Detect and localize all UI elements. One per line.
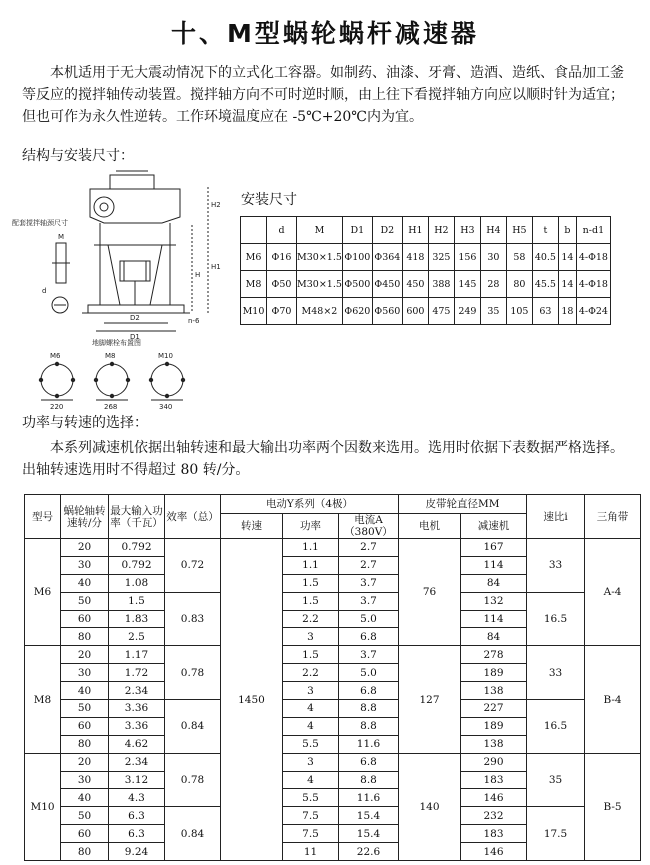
motor-current-cell: 5.0 <box>339 664 399 682</box>
motor-current-cell: 6.8 <box>339 682 399 700</box>
pulley-circle <box>94 197 114 217</box>
install-dimension-table <box>240 216 611 325</box>
header-motor-speed: 转速 <box>221 514 283 539</box>
worm-speed-cell: 50 <box>61 700 109 718</box>
pulley-reducer-cell: 167 <box>461 539 527 557</box>
motor-current-cell: 15.4 <box>339 825 399 843</box>
worm-speed-cell: 60 <box>61 825 109 843</box>
efficiency-cell: 0.83 <box>165 592 221 646</box>
motor-current-cell: 3.7 <box>339 646 399 664</box>
header-worm-speed: 蜗轮轴转速转/分 <box>61 495 109 539</box>
motor-current-cell: 2.7 <box>339 539 399 557</box>
install-cell: 418 <box>402 244 428 271</box>
pulley-motor-cell: 76 <box>399 539 461 646</box>
worm-speed-cell: 30 <box>61 556 109 574</box>
page-title: 十、M型蜗轮蜗杆减速器 <box>171 19 479 48</box>
install-cell: 145 <box>454 271 480 298</box>
install-cell: 28 <box>480 271 506 298</box>
max-power-cell: 0.792 <box>109 539 165 557</box>
efficiency-cell: 0.84 <box>165 807 221 861</box>
max-power-cell: 1.08 <box>109 574 165 592</box>
pulley-reducer-cell: 189 <box>461 664 527 682</box>
svg-text:d: d <box>42 287 47 295</box>
belt-cell: A-4 <box>585 539 641 646</box>
install-cell: M48×2 <box>297 298 343 325</box>
worm-speed-cell: 30 <box>61 771 109 789</box>
header-motor-current: 电流A（380V） <box>339 514 399 539</box>
motor-current-cell: 22.6 <box>339 843 399 861</box>
worm-speed-cell: 40 <box>61 574 109 592</box>
worm-speed-cell: 80 <box>61 735 109 753</box>
motor-power-cell: 4 <box>283 700 339 718</box>
motor-power-cell: 5.5 <box>283 735 339 753</box>
install-cell: Φ500 <box>342 271 372 298</box>
worm-speed-cell: 80 <box>61 843 109 861</box>
svg-text:n-6: n-6 <box>188 317 200 325</box>
max-power-cell: 1.72 <box>109 664 165 682</box>
header-belt: 三角带 <box>585 495 641 539</box>
svg-text:H: H <box>195 271 201 279</box>
motor-power-cell: 1.5 <box>283 592 339 610</box>
motor-top <box>110 175 154 189</box>
svg-text:M10: M10 <box>158 352 173 360</box>
efficiency-cell: 0.84 <box>165 700 221 754</box>
motor-power-cell: 1.1 <box>283 556 339 574</box>
pulley-reducer-cell: 183 <box>461 825 527 843</box>
worm-speed-cell: 50 <box>61 807 109 825</box>
install-cell: 14 <box>558 271 576 298</box>
table-row <box>25 807 641 825</box>
svg-text:H2: H2 <box>211 201 221 209</box>
header-motor: 电动Y系列（4极） <box>221 495 399 514</box>
pulley-reducer-cell: 232 <box>461 807 527 825</box>
install-cell: M8 <box>241 271 267 298</box>
install-cell: 4-Φ18 <box>576 271 610 298</box>
ratio-cell: 16.5 <box>527 592 585 646</box>
svg-text:H1: H1 <box>211 263 221 271</box>
header-ratio: 速比i <box>527 495 585 539</box>
pulley-reducer-cell: 138 <box>461 682 527 700</box>
max-power-cell: 3.12 <box>109 771 165 789</box>
pulley-reducer-cell: 114 <box>461 610 527 628</box>
install-cell: 156 <box>454 244 480 271</box>
worm-housing <box>90 189 180 223</box>
pulley-reducer-cell: 84 <box>461 628 527 646</box>
header-model: 型号 <box>25 495 61 539</box>
svg-text:M6: M6 <box>50 352 61 360</box>
install-cell: Φ450 <box>372 271 402 298</box>
pulley-reducer-cell: 290 <box>461 753 527 771</box>
motor-speed-cell: 1450 <box>221 539 283 861</box>
header-motor-power: 功率 <box>283 514 339 539</box>
motor-power-cell: 3 <box>283 628 339 646</box>
install-header-row: d M D1 D2 H1 H2 H3 H4 H5 t b n-d1 <box>241 217 611 244</box>
svg-text:M8: M8 <box>105 352 116 360</box>
table-row <box>25 592 641 610</box>
worm-speed-cell: 80 <box>61 628 109 646</box>
bolt-circle-m6 <box>41 364 73 396</box>
pulley-reducer-cell: 138 <box>461 735 527 753</box>
install-cell: 30 <box>480 244 506 271</box>
bolt-circle-m10 <box>151 364 183 396</box>
install-row <box>241 271 611 298</box>
pulley-reducer-cell: 183 <box>461 771 527 789</box>
efficiency-cell: 0.78 <box>165 646 221 700</box>
base-plate <box>88 305 184 313</box>
table-row <box>25 700 641 718</box>
pulley-reducer-cell: 227 <box>461 700 527 718</box>
install-table-title: 安装尺寸 <box>241 192 297 208</box>
header-max-power: 最大输入功率（千瓦） <box>109 495 165 539</box>
header-efficiency: 效率（总） <box>165 495 221 539</box>
install-cell: 388 <box>428 271 454 298</box>
install-cell: 14 <box>558 244 576 271</box>
max-power-cell: 3.36 <box>109 717 165 735</box>
motor-power-cell: 3 <box>283 682 339 700</box>
svg-text:D2: D2 <box>130 314 140 322</box>
install-row <box>241 298 611 325</box>
pulley-reducer-cell: 146 <box>461 789 527 807</box>
max-power-cell: 4.3 <box>109 789 165 807</box>
power-description: 本系列减速机依据出轴转速和最大输出功率两个因数来选用。选用时依据下表数据严格选择。出轴转速选用时不得超过 80 转/分。 <box>22 440 624 478</box>
worm-speed-cell: 20 <box>61 646 109 664</box>
motor-current-cell: 6.8 <box>339 628 399 646</box>
ratio-cell: 33 <box>527 646 585 700</box>
motor-current-cell: 5.0 <box>339 610 399 628</box>
install-cell: 600 <box>402 298 428 325</box>
pulley-reducer-cell: 132 <box>461 592 527 610</box>
max-power-cell: 4.62 <box>109 735 165 753</box>
motor-current-cell: 8.8 <box>339 771 399 789</box>
install-cell: 80 <box>506 271 532 298</box>
motor-power-cell: 1.5 <box>283 574 339 592</box>
max-power-cell: 2.5 <box>109 628 165 646</box>
install-cell: 325 <box>428 244 454 271</box>
worm-speed-cell: 40 <box>61 789 109 807</box>
install-cell: M6 <box>241 244 267 271</box>
header-pulley: 皮带轮直径MM <box>399 495 527 514</box>
motor-power-cell: 2.2 <box>283 664 339 682</box>
install-cell: 4-Φ24 <box>576 298 610 325</box>
max-power-cell: 6.3 <box>109 825 165 843</box>
structure-section-label: 结构与安装尺寸： <box>22 148 134 164</box>
motor-current-cell: 3.7 <box>339 574 399 592</box>
install-cell: 249 <box>454 298 480 325</box>
install-cell: Φ16 <box>267 244 297 271</box>
svg-text:D1: D1 <box>130 333 140 341</box>
max-power-cell: 9.24 <box>109 843 165 861</box>
ratio-cell: 33 <box>527 539 585 593</box>
svg-text:340: 340 <box>159 403 173 410</box>
motor-power-cell: 2.2 <box>283 610 339 628</box>
motor-current-cell: 11.6 <box>339 735 399 753</box>
reducer-drawing <box>12 165 237 410</box>
efficiency-cell: 0.72 <box>165 539 221 593</box>
install-cell: Φ364 <box>372 244 402 271</box>
install-cell: M30×1.5 <box>297 271 343 298</box>
motor-power-cell: 1.5 <box>283 646 339 664</box>
worm-speed-cell: 20 <box>61 753 109 771</box>
motor-power-cell: 4 <box>283 771 339 789</box>
install-cell: 18 <box>558 298 576 325</box>
motor-current-cell: 8.8 <box>339 700 399 718</box>
install-cell: 105 <box>506 298 532 325</box>
motor-current-cell: 11.6 <box>339 789 399 807</box>
install-cell: 4-Φ18 <box>576 244 610 271</box>
max-power-cell: 6.3 <box>109 807 165 825</box>
power-section-label: 功率与转速的选择： <box>22 415 148 431</box>
motor-power-cell: 11 <box>283 843 339 861</box>
shaft-caption: 配套搅拌轴颈尺寸 <box>12 219 68 227</box>
svg-text:M: M <box>58 233 65 241</box>
install-cell: Φ70 <box>267 298 297 325</box>
motor-current-cell: 2.7 <box>339 556 399 574</box>
max-power-cell: 1.83 <box>109 610 165 628</box>
bolt-caption: 地脚螺栓布置图 <box>92 339 141 347</box>
install-cell: M10 <box>241 298 267 325</box>
belt-cell: B-4 <box>585 646 641 753</box>
motor-current-cell: 3.7 <box>339 592 399 610</box>
ratio-cell: 17.5 <box>527 807 585 861</box>
install-cell: 475 <box>428 298 454 325</box>
max-power-cell: 0.792 <box>109 556 165 574</box>
install-cell: 63 <box>532 298 558 325</box>
belt-cell: B-5 <box>585 753 641 860</box>
pulley-reducer-cell: 146 <box>461 843 527 861</box>
table-row <box>25 753 641 771</box>
motor-power-cell: 7.5 <box>283 807 339 825</box>
table-row <box>25 539 641 557</box>
svg-text:268: 268 <box>104 403 118 410</box>
table-row <box>25 646 641 664</box>
install-cell: M30×1.5 <box>297 244 343 271</box>
model-cell: M8 <box>25 646 61 753</box>
pulley-reducer-cell: 278 <box>461 646 527 664</box>
install-cell: 450 <box>402 271 428 298</box>
header-pulley-reducer: 减速机 <box>461 514 527 539</box>
bolt-circle-m8 <box>96 364 128 396</box>
install-cell: 35 <box>480 298 506 325</box>
install-cell: Φ620 <box>342 298 372 325</box>
worm-speed-cell: 60 <box>61 717 109 735</box>
efficiency-cell: 0.78 <box>165 753 221 807</box>
ratio-cell: 16.5 <box>527 700 585 754</box>
worm-speed-cell: 20 <box>61 539 109 557</box>
install-cell: Φ50 <box>267 271 297 298</box>
install-cell: 45.5 <box>532 271 558 298</box>
motor-current-cell: 8.8 <box>339 717 399 735</box>
worm-speed-cell: 30 <box>61 664 109 682</box>
install-cell: 40.5 <box>532 244 558 271</box>
install-cell: 58 <box>506 244 532 271</box>
install-cell: Φ100 <box>342 244 372 271</box>
motor-power-cell: 3 <box>283 753 339 771</box>
model-cell: M10 <box>25 753 61 860</box>
max-power-cell: 2.34 <box>109 682 165 700</box>
max-power-cell: 2.34 <box>109 753 165 771</box>
install-row <box>241 244 611 271</box>
worm-speed-cell: 40 <box>61 682 109 700</box>
motor-power-cell: 5.5 <box>283 789 339 807</box>
pulley-reducer-cell: 114 <box>461 556 527 574</box>
max-power-cell: 1.5 <box>109 592 165 610</box>
svg-text:220: 220 <box>50 403 64 410</box>
motor-power-cell: 1.1 <box>283 539 339 557</box>
motor-power-cell: 4 <box>283 717 339 735</box>
intro-paragraph: 本机适用于无大震动情况下的立式化工容器。如制药、油漆、牙膏、造酒、造纸、食品加工釜等反应的搅拌轴传动装置。搅拌轴方向不可时逆时顺，由上往下看搅拌轴方向应以顺时针为适宜；但也可作为永久性逆转。工作环境温度应在 -5℃+20℃内为宜。 <box>22 65 624 125</box>
pulley-reducer-cell: 189 <box>461 717 527 735</box>
performance-table <box>24 494 641 861</box>
install-cell: Φ560 <box>372 298 402 325</box>
model-cell: M6 <box>25 539 61 646</box>
max-power-cell: 3.36 <box>109 700 165 718</box>
motor-current-cell: 6.8 <box>339 753 399 771</box>
pulley-motor-cell: 127 <box>399 646 461 753</box>
worm-speed-cell: 50 <box>61 592 109 610</box>
header-pulley-motor: 电机 <box>399 514 461 539</box>
ratio-cell: 35 <box>527 753 585 807</box>
pulley-motor-cell: 140 <box>399 753 461 860</box>
pulley-reducer-cell: 84 <box>461 574 527 592</box>
worm-speed-cell: 60 <box>61 610 109 628</box>
motor-current-cell: 15.4 <box>339 807 399 825</box>
motor-power-cell: 7.5 <box>283 825 339 843</box>
max-power-cell: 1.17 <box>109 646 165 664</box>
